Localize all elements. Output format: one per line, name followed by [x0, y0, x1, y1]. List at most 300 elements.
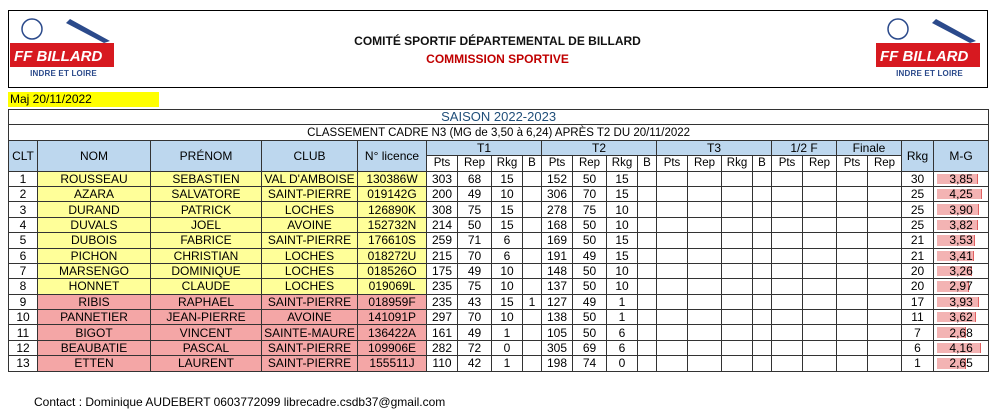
cell-t3: [753, 248, 772, 263]
cell-t2: [638, 248, 657, 263]
cell-t3: [657, 340, 688, 355]
cell-clt: 10: [9, 310, 38, 325]
cell-rkg: 7: [902, 325, 934, 340]
cell-t2: 198: [542, 356, 573, 371]
cell-nom: AZARA: [38, 186, 151, 201]
cell-clt: 13: [9, 356, 38, 371]
mg-value: 4,16: [949, 341, 973, 356]
cell-t1: 214: [427, 217, 458, 232]
cell-finale: [837, 233, 868, 248]
cell-t2: 168: [542, 217, 573, 232]
cell-t1: 50: [458, 217, 492, 232]
cell-licence: 018959F: [358, 294, 427, 309]
cell-clt: 3: [9, 202, 38, 217]
cell-prenom: FABRICE: [151, 233, 262, 248]
cell-t1: 110: [427, 356, 458, 371]
mg-value: 3,62: [949, 310, 973, 325]
cell-t1: 175: [427, 263, 458, 278]
cell-clt: 9: [9, 294, 38, 309]
cell-t3: [688, 325, 722, 340]
cell-demi: [803, 263, 837, 278]
table-row: [9, 279, 989, 294]
cell-t1: 259: [427, 233, 458, 248]
cell-t2: 191: [542, 248, 573, 263]
cell-t3: [753, 310, 772, 325]
cell-t3: [657, 356, 688, 371]
svg-text:FF BILLARD: FF BILLARD: [14, 48, 103, 65]
cell-club: LOCHES: [262, 279, 358, 294]
cell-t2: 10: [607, 279, 638, 294]
cell-demi: [803, 310, 837, 325]
cell-clt: 2: [9, 186, 38, 201]
cell-t3: [722, 263, 753, 278]
cell-demi: [772, 217, 803, 232]
cell-t3: [722, 356, 753, 371]
cell-licence: 019069L: [358, 279, 427, 294]
cell-t1: 1: [523, 294, 542, 309]
cell-prenom: RAPHAEL: [151, 294, 262, 309]
cell-t1: 0: [492, 340, 523, 355]
cell-demi: [803, 294, 837, 309]
cell-clt: 4: [9, 217, 38, 232]
cell-t2: 74: [573, 356, 607, 371]
cell-club: AVOINE: [262, 310, 358, 325]
cell-demi: [772, 202, 803, 217]
cell-demi: [772, 279, 803, 294]
cell-t3: [722, 340, 753, 355]
table-row: [9, 294, 989, 309]
cell-finale: [837, 263, 868, 278]
cell-finale: [868, 233, 902, 248]
cell-nom: MARSENGO: [38, 263, 151, 278]
table-row: [9, 186, 989, 201]
cell-demi: [772, 263, 803, 278]
ff-billard-logo-left: [10, 15, 117, 85]
cell-rkg: 20: [902, 263, 934, 278]
subcol-rep-1: Rep: [458, 156, 492, 171]
cell-licence: 109906E: [358, 340, 427, 355]
cell-rkg: 25: [902, 202, 934, 217]
table-row: [9, 263, 989, 278]
col-t2: T2: [542, 140, 657, 155]
mg-value: 3,90: [949, 202, 973, 217]
cell-t1: [523, 356, 542, 371]
subcol-pts-1: Pts: [427, 156, 458, 171]
cell-t2: 6: [607, 340, 638, 355]
cell-prenom: LAURENT: [151, 356, 262, 371]
cell-finale: [837, 217, 868, 232]
cell-t2: 50: [573, 310, 607, 325]
update-date: Maj 20/11/2022: [8, 92, 159, 107]
cell-rkg: 6: [902, 340, 934, 355]
ff-billard-logo-right: [876, 15, 983, 85]
subcol-pts-3: Pts: [657, 156, 688, 171]
mg-value: 3,41: [949, 248, 973, 263]
mg-value: 3,93: [949, 294, 973, 309]
cell-rkg: 21: [902, 248, 934, 263]
cell-t3: [753, 202, 772, 217]
cell-t3: [753, 233, 772, 248]
cell-nom: BIGOT: [38, 325, 151, 340]
cell-t1: 49: [458, 186, 492, 201]
cell-t3: [722, 248, 753, 263]
cell-t2: 138: [542, 310, 573, 325]
cell-club: SAINT-PIERRE: [262, 233, 358, 248]
cell-t2: [638, 171, 657, 186]
cell-demi: [772, 294, 803, 309]
cell-clt: 7: [9, 263, 38, 278]
cell-t2: 75: [573, 202, 607, 217]
cell-t1: 71: [458, 233, 492, 248]
cell-t3: [722, 202, 753, 217]
col-rkg: Rkg: [902, 140, 934, 171]
cell-demi: [772, 171, 803, 186]
cell-t1: 68: [458, 171, 492, 186]
cell-t1: 308: [427, 202, 458, 217]
cell-nom: ETTEN: [38, 356, 151, 371]
cell-t1: [523, 325, 542, 340]
cell-t3: [722, 171, 753, 186]
cell-mg: [934, 356, 989, 371]
table-row: [9, 310, 989, 325]
cell-t1: 15: [492, 217, 523, 232]
cell-t2: 70: [573, 186, 607, 201]
col-t1: T1: [427, 140, 542, 155]
cell-licence: 136422A: [358, 325, 427, 340]
logo-sub-right: INDRE ET LOIRE: [896, 69, 963, 78]
cell-nom: PANNETIER: [38, 310, 151, 325]
cell-t2: 127: [542, 294, 573, 309]
cell-finale: [868, 248, 902, 263]
cell-t2: [638, 310, 657, 325]
cell-demi: [803, 217, 837, 232]
cell-t3: [688, 217, 722, 232]
cell-mg: [934, 248, 989, 263]
cell-rkg: 17: [902, 294, 934, 309]
cell-t3: [753, 263, 772, 278]
col-prenom: PRÉNOM: [151, 140, 262, 171]
cell-t1: 1: [492, 356, 523, 371]
cell-demi: [772, 325, 803, 340]
subcol-rep-2: Rep: [573, 156, 607, 171]
cell-t1: [523, 217, 542, 232]
cell-t1: [523, 279, 542, 294]
table-row: [9, 217, 989, 232]
subcol-b-2: B: [638, 156, 657, 171]
subcol-rkg-1: Rkg: [492, 156, 523, 171]
cell-t3: [722, 279, 753, 294]
cell-clt: 6: [9, 248, 38, 263]
cell-demi: [772, 248, 803, 263]
cell-mg: [934, 340, 989, 355]
cell-t3: [657, 325, 688, 340]
cell-t1: 72: [458, 340, 492, 355]
mg-value: 2,68: [949, 325, 973, 340]
cell-t2: 15: [607, 233, 638, 248]
cell-t1: 70: [458, 248, 492, 263]
table-row: [9, 202, 989, 217]
cell-licence: 141091P: [358, 310, 427, 325]
cell-rkg: 30: [902, 171, 934, 186]
cell-t1: 161: [427, 325, 458, 340]
table-row: [9, 233, 989, 248]
cell-demi: [772, 340, 803, 355]
cell-nom: DURAND: [38, 202, 151, 217]
cell-t1: 43: [458, 294, 492, 309]
cell-demi: [772, 310, 803, 325]
cell-t2: [638, 340, 657, 355]
cell-t3: [722, 233, 753, 248]
cell-finale: [868, 325, 902, 340]
cell-mg: [934, 294, 989, 309]
cell-club: SAINT-PIERRE: [262, 186, 358, 201]
col-demi-finale: 1/2 F: [772, 140, 837, 155]
cell-club: SAINT-PIERRE: [262, 294, 358, 309]
cell-t2: 1: [607, 294, 638, 309]
mg-value: 4,25: [949, 187, 973, 202]
cell-finale: [837, 294, 868, 309]
mg-value: 2,97: [949, 279, 973, 294]
logo-sub-left: INDRE ET LOIRE: [30, 69, 97, 78]
cell-t1: [523, 202, 542, 217]
season-title: SAISON 2022-2023: [9, 110, 989, 125]
cell-t3: [657, 279, 688, 294]
cell-mg: [934, 263, 989, 278]
cell-t3: [657, 171, 688, 186]
cell-prenom: CHRISTIAN: [151, 248, 262, 263]
cell-clt: 11: [9, 325, 38, 340]
cell-finale: [868, 294, 902, 309]
cell-t1: [523, 263, 542, 278]
cell-t2: [638, 279, 657, 294]
cell-t3: [722, 325, 753, 340]
cell-finale: [837, 202, 868, 217]
cell-clt: 5: [9, 233, 38, 248]
cell-t1: 6: [492, 233, 523, 248]
subcol-b-1: B: [523, 156, 542, 171]
cell-t1: [523, 186, 542, 201]
cell-t1: 10: [492, 186, 523, 201]
cell-t2: 50: [573, 217, 607, 232]
classification-title: CLASSEMENT CADRE N3 (MG de 3,50 à 6,24) APRÈS T2 DU 20/11/2022: [9, 125, 989, 140]
cell-licence: 176610S: [358, 233, 427, 248]
cell-t1: 75: [458, 279, 492, 294]
cell-prenom: SEBASTIEN: [151, 171, 262, 186]
cell-finale: [868, 217, 902, 232]
cell-t1: 75: [458, 202, 492, 217]
table-row: [9, 356, 989, 371]
cell-t2: 1: [607, 310, 638, 325]
cell-licence: 155511J: [358, 356, 427, 371]
cell-t3: [657, 248, 688, 263]
cell-t3: [688, 294, 722, 309]
cell-t2: 10: [607, 263, 638, 278]
cell-t2: 49: [573, 248, 607, 263]
subcol-rep-4: Rep: [803, 156, 837, 171]
col-licence: N° licence: [358, 140, 427, 171]
cell-mg: [934, 325, 989, 340]
cell-t2: 105: [542, 325, 573, 340]
table-row: [9, 171, 989, 186]
cell-demi: [803, 248, 837, 263]
mg-value: 3,82: [949, 217, 973, 232]
cell-finale: [868, 356, 902, 371]
cell-club: AVOINE: [262, 217, 358, 232]
cell-t3: [688, 186, 722, 201]
cell-t2: 137: [542, 279, 573, 294]
cell-t2: 49: [573, 294, 607, 309]
cell-t2: [638, 294, 657, 309]
mg-value: 3,26: [949, 264, 973, 279]
cell-t3: [657, 294, 688, 309]
cell-t1: [523, 171, 542, 186]
cell-t2: [638, 186, 657, 201]
cell-clt: 12: [9, 340, 38, 355]
cell-licence: 018272U: [358, 248, 427, 263]
cell-club: SAINT-PIERRE: [262, 340, 358, 355]
cell-club: VAL D'AMBOISE: [262, 171, 358, 186]
cell-t1: 15: [492, 202, 523, 217]
cell-t3: [657, 202, 688, 217]
subcol-pts-4: Pts: [772, 156, 803, 171]
contact-line: Contact : Dominique AUDEBERT 0603772099 librecadre.csdb37@gmail.com: [34, 395, 446, 409]
cell-t2: 50: [573, 233, 607, 248]
cell-t2: 278: [542, 202, 573, 217]
cell-club: LOCHES: [262, 263, 358, 278]
cell-finale: [837, 186, 868, 201]
cell-nom: RIBIS: [38, 294, 151, 309]
cell-t3: [753, 294, 772, 309]
cell-rkg: 21: [902, 233, 934, 248]
cell-mg: [934, 186, 989, 201]
cell-demi: [772, 356, 803, 371]
cell-t1: 10: [492, 263, 523, 278]
cell-t3: [657, 310, 688, 325]
cell-t1: 70: [458, 310, 492, 325]
cell-t1: 15: [492, 294, 523, 309]
cell-club: LOCHES: [262, 202, 358, 217]
header-box: [8, 10, 988, 88]
cell-t3: [688, 233, 722, 248]
cell-t2: 15: [607, 186, 638, 201]
cell-t2: 69: [573, 340, 607, 355]
cell-t3: [722, 217, 753, 232]
cell-t1: 42: [458, 356, 492, 371]
cell-t1: 297: [427, 310, 458, 325]
cell-nom: HONNET: [38, 279, 151, 294]
col-finale: Finale: [837, 140, 902, 155]
cell-t1: 6: [492, 248, 523, 263]
cell-rkg: 25: [902, 217, 934, 232]
cell-prenom: PASCAL: [151, 340, 262, 355]
col-club: CLUB: [262, 140, 358, 171]
cell-mg: [934, 202, 989, 217]
cell-finale: [868, 279, 902, 294]
cell-mg: [934, 233, 989, 248]
cell-finale: [837, 171, 868, 186]
cell-finale: [837, 356, 868, 371]
table-row: [9, 340, 989, 355]
cell-nom: ROUSSEAU: [38, 171, 151, 186]
cell-finale: [837, 340, 868, 355]
committee-title: COMITÉ SPORTIF DÉPARTEMENTAL DE BILLARD: [354, 34, 641, 48]
col-mg: M-G: [934, 140, 989, 171]
cell-t1: 303: [427, 171, 458, 186]
cell-t2: 50: [573, 263, 607, 278]
cell-mg: [934, 217, 989, 232]
cell-t3: [688, 263, 722, 278]
cell-mg: [934, 171, 989, 186]
cell-demi: [772, 186, 803, 201]
cell-t3: [657, 217, 688, 232]
col-t3: T3: [657, 140, 772, 155]
cell-demi: [803, 325, 837, 340]
cell-rkg: 25: [902, 186, 934, 201]
subcol-rkg-3: Rkg: [722, 156, 753, 171]
table-row: [9, 248, 989, 263]
cell-demi: [803, 279, 837, 294]
cell-t2: 10: [607, 202, 638, 217]
cell-prenom: CLAUDE: [151, 279, 262, 294]
cell-club: SAINTE-MAURE: [262, 325, 358, 340]
cell-t2: [638, 263, 657, 278]
subcol-b-3: B: [753, 156, 772, 171]
cell-prenom: JEAN-PIERRE: [151, 310, 262, 325]
cell-finale: [837, 325, 868, 340]
cell-t3: [753, 340, 772, 355]
cell-t2: 148: [542, 263, 573, 278]
cell-t1: [523, 310, 542, 325]
cell-rkg: 11: [902, 310, 934, 325]
cell-mg: [934, 310, 989, 325]
cell-t3: [753, 356, 772, 371]
cell-t1: 215: [427, 248, 458, 263]
cell-nom: DUVALS: [38, 217, 151, 232]
cell-demi: [803, 171, 837, 186]
cell-t3: [688, 356, 722, 371]
cell-t3: [753, 279, 772, 294]
cell-t1: 235: [427, 279, 458, 294]
mg-value: 3,53: [949, 233, 973, 248]
cell-prenom: VINCENT: [151, 325, 262, 340]
subcol-pts-5: Pts: [837, 156, 868, 171]
cell-t2: [638, 233, 657, 248]
cell-licence: 152732N: [358, 217, 427, 232]
cell-t2: 152: [542, 171, 573, 186]
subcol-rep-3: Rep: [688, 156, 722, 171]
cell-t1: [523, 248, 542, 263]
cell-prenom: DOMINIQUE: [151, 263, 262, 278]
cell-finale: [868, 340, 902, 355]
cell-t3: [688, 171, 722, 186]
cell-rkg: 20: [902, 279, 934, 294]
cell-nom: DUBOIS: [38, 233, 151, 248]
cell-licence: 018526O: [358, 263, 427, 278]
cell-t3: [688, 310, 722, 325]
cell-t1: 10: [492, 279, 523, 294]
cell-t2: [638, 325, 657, 340]
cell-t1: 10: [492, 310, 523, 325]
cell-licence: 130386W: [358, 171, 427, 186]
cell-prenom: SALVATORE: [151, 186, 262, 201]
cell-mg: [934, 279, 989, 294]
cell-t2: [638, 356, 657, 371]
cell-t2: 50: [573, 279, 607, 294]
cell-t3: [753, 217, 772, 232]
cell-t3: [688, 340, 722, 355]
cell-clt: 8: [9, 279, 38, 294]
cell-demi: [803, 186, 837, 201]
